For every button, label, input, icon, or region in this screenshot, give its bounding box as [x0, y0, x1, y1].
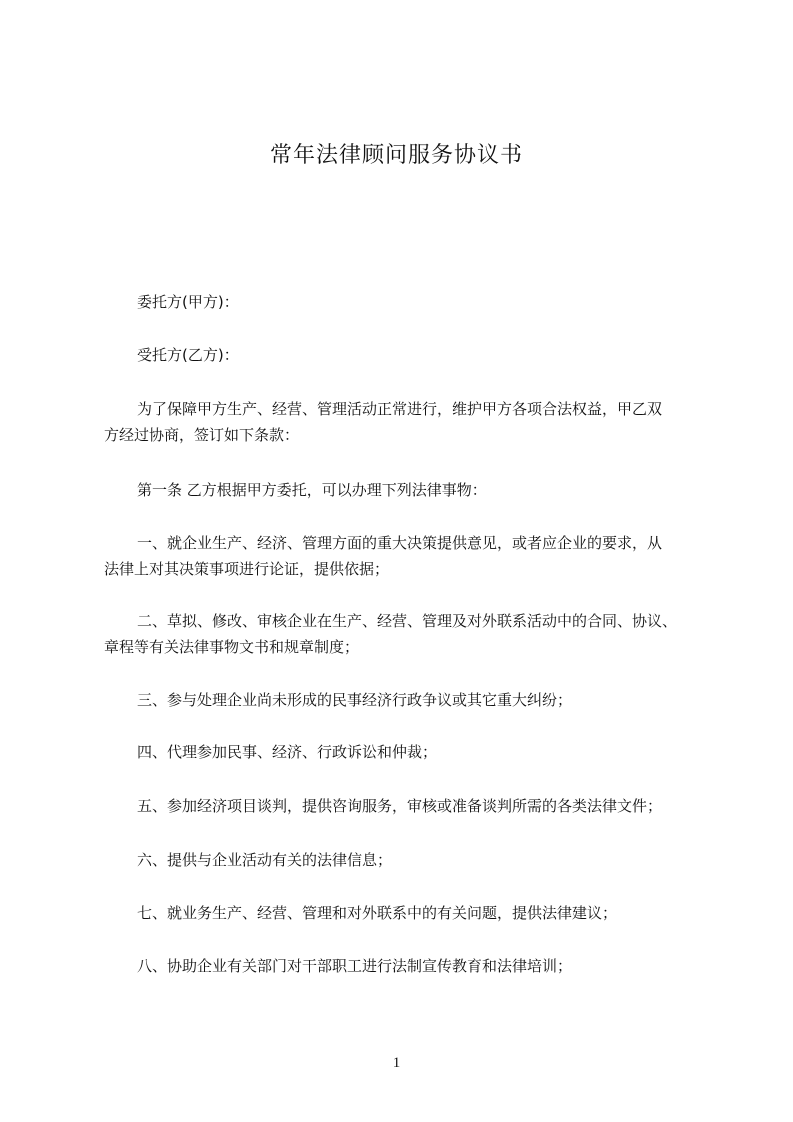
party-b-label: 受托方(乙方)： [137, 346, 239, 364]
item-1-paragraph [104, 530, 704, 582]
party-a-label: 委托方(甲方)： [137, 293, 239, 311]
item-2-line-2: 章程等有关法律事物文书和规章制度； [104, 638, 360, 656]
item-1-line-2: 法律上对其决策事项进行论证，提供依据； [104, 560, 390, 578]
item-7: 七、就业务生产、经营、管理和对外联系中的有关问题，提供法律建议； [137, 904, 618, 922]
page-number: 1 [392, 1055, 401, 1071]
item-6: 六、提供与企业活动有关的法律信息； [137, 851, 393, 869]
article-1-heading: 第一条 乙方根据甲方委托，可以办理下列法律事物： [137, 481, 487, 499]
preamble-paragraph [104, 396, 704, 448]
item-5: 五、参加经济项目谈判，提供咨询服务，审核或准备谈判所需的各类法律文件； [137, 797, 663, 815]
document-title: 常年法律顾问服务协议书 [269, 143, 523, 168]
item-1-line-1: 一、就企业生产、经济、管理方面的重大决策提供意见，或者应企业的要求，从 [137, 534, 663, 552]
item-8: 八、协助企业有关部门对干部职工进行法制宣传教育和法律培训； [137, 957, 573, 975]
preamble-line-1: 为了保障甲方生产、经营、管理活动正常进行，维护甲方各项合法权益，甲乙双 [137, 400, 663, 418]
preamble-line-2: 方经过协商，签订如下条款： [104, 426, 300, 444]
item-2-paragraph [104, 608, 704, 660]
item-2-line-1: 二、草拟、修改、审核企业在生产、经营、管理及对外联系活动中的合同、协议、 [137, 612, 678, 630]
item-3: 三、参与处理企业尚未形成的民事经济行政争议或其它重大纠纷； [137, 691, 573, 709]
item-4: 四、代理参加民事、经济、行政诉讼和仲裁； [137, 743, 438, 761]
